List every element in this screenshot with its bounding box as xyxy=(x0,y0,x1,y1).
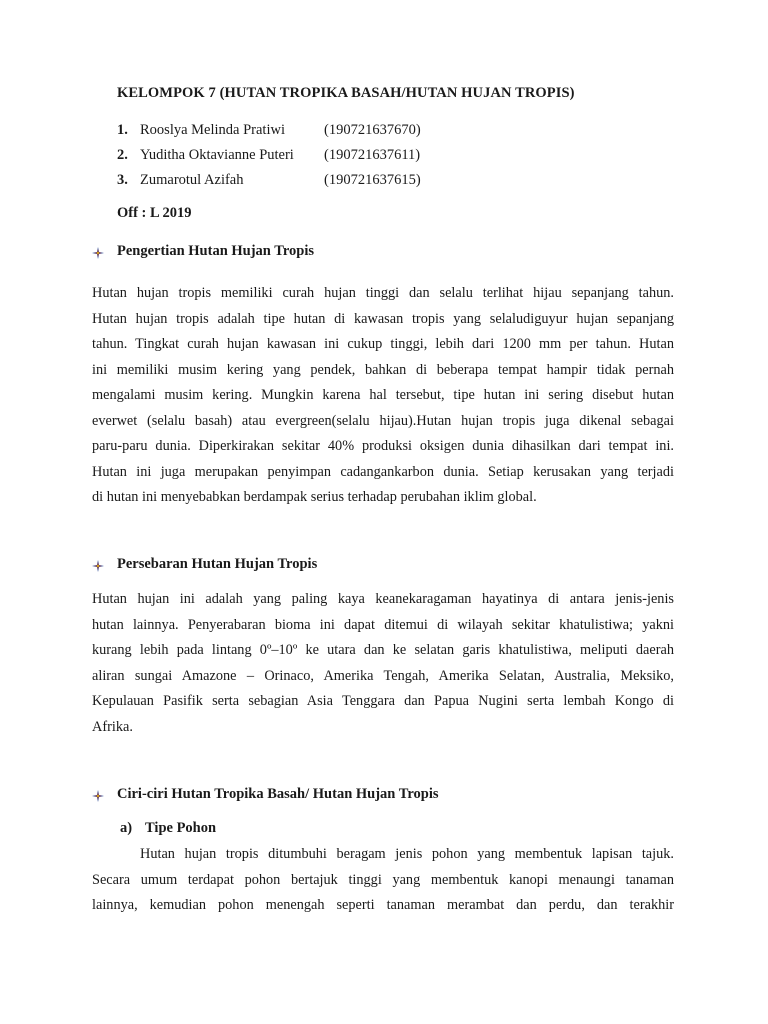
paragraph-line: mengalami musim kering. Mungkin karena hal tersebut, tipe hutan ini sering disebut hutan xyxy=(92,387,674,403)
member-number: 2. xyxy=(117,147,128,163)
member-id: (190721637670) xyxy=(324,122,421,138)
section-paragraph xyxy=(92,281,674,511)
paragraph-line: aliran sungai Amazone – Orinaco, Amerika Tengah, Amerika Selatan, Australia, Meksiko, xyxy=(92,667,674,684)
paragraph-line: paru-paru dunia. Diperkirakan sekitar 40% produksi oksigen dunia dihasilkan dari tempat ini. xyxy=(92,438,674,454)
paragraph-line: Hutan ini juga merupakan penyimpan cadangankarbon dunia. Setiap kerusakan yang terjadi xyxy=(92,463,674,480)
paragraph-line: everwet (selalu basah) atau evergreen(selalu hijau).Hutan hujan tropis juga dikenal sebagai xyxy=(92,412,674,429)
paragraph-line: hutan lainnya. Penyerabaran bioma ini dapat ditemui di wilayah sekitar khatulistiwa; yakni xyxy=(92,616,674,633)
section-heading-text: Persebaran Hutan Hujan Tropis xyxy=(117,556,318,572)
section-paragraph xyxy=(92,842,674,919)
paragraph-line: ini memiliki musim kering yang pendek, bahkan di beberapa tempat hampir tidak pernah xyxy=(92,361,674,378)
member-number: 3. xyxy=(117,172,128,188)
paragraph-line: Hutan hujan tropis adalah tipe hutan di kawasan tropis yang selaludiguyur hujan sepanjang xyxy=(92,310,674,327)
subsection-heading-text: Tipe Pohon xyxy=(145,820,217,836)
section-heading-text: Pengertian Hutan Hujan Tropis xyxy=(117,243,314,259)
star-bullet-icon xyxy=(92,560,104,572)
member-number: 1. xyxy=(117,122,128,138)
member-id: (190721637611) xyxy=(324,147,421,163)
paragraph-line: Hutan hujan tropis ditumbuhi beragam jenis pohon yang membentuk lapisan tajuk. xyxy=(140,846,674,862)
paragraph-line: Afrika. xyxy=(92,718,133,735)
member-name: Zumarotul Azifah xyxy=(140,172,244,188)
member-name: Yuditha Oktavianne Puteri xyxy=(140,147,294,163)
paragraph-line: Secara umum terdapat pohon bertajuk tinggi yang membentuk kanopi menaungi tanaman xyxy=(92,871,674,888)
subsection-label: a) xyxy=(120,820,133,836)
offering-label: Off : L 2019 xyxy=(117,205,192,221)
paragraph-line: tahun. Tingkat curah hujan kawasan ini cukup tinggi, lebih dari 1200 mm per tahun. Hutan xyxy=(92,336,674,352)
member-name: Rooslya Melinda Pratiwi xyxy=(140,122,285,138)
star-bullet-icon xyxy=(92,790,104,802)
paragraph-line: Hutan hujan tropis memiliki curah hujan tinggi dan selalu terlihat hijau sepanjang tahun. xyxy=(92,285,674,301)
document-title: KELOMPOK 7 (HUTAN TROPIKA BASAH/HUTAN HUJAN TROPIS) xyxy=(117,85,575,101)
member-id: (190721637615) xyxy=(324,172,421,188)
paragraph-line: di hutan ini menyebabkan berdampak serius terhadap perubahan iklim global. xyxy=(92,489,537,505)
section-paragraph xyxy=(92,587,674,740)
star-bullet-icon xyxy=(92,247,104,259)
paragraph-line: kurang lebih pada lintang 0º–10º ke utara dan ke selatan garis khatulistiwa, meliputi daerah xyxy=(92,642,674,658)
paragraph-line: lainnya, kemudian pohon menengah seperti tanaman merambat dan perdu, dan terakhir xyxy=(92,897,674,913)
section-heading-text: Ciri-ciri Hutan Tropika Basah/ Hutan Hujan Tropis xyxy=(117,786,439,802)
paragraph-line: Hutan hujan ini adalah yang paling kaya keanekaragaman hayatinya di antara jenis-jenis xyxy=(92,591,674,607)
paragraph-line: Kepulauan Pasifik serta sebagian Asia Tenggara dan Papua Nugini serta lembah Kongo di xyxy=(92,693,674,709)
